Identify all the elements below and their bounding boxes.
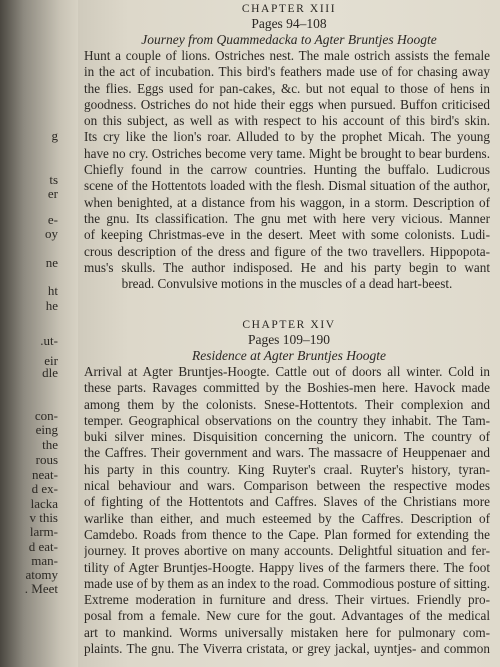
summary-line: crous description of the dress and figure of the two travellers. Hippopota- <box>84 243 490 259</box>
summary-line: the gnu. Its classification. The gnu met with here very vicious. Manner <box>84 210 490 226</box>
chapter-subtitle: Journey from Quammedacka to Agter Bruntjes Hoogte <box>141 32 437 47</box>
left-page-fragment: er <box>47 186 58 201</box>
summary-line: among them by the colonists. Snese-Hottentots. Their complexion and <box>84 396 490 412</box>
summary-line: buki silver mines. Disquisition concerning the unicorn. The country of <box>84 429 490 445</box>
left-page-fragment: e- <box>47 212 58 227</box>
left-page-fragment: d eat- <box>28 539 58 554</box>
summary-line: warlike than either, and much esteemed by the Caffres. Description of <box>84 510 490 526</box>
summary-line: on this subject, as well as with respect to his account of this bird's skin. <box>84 113 490 129</box>
left-page-fragment: eing <box>35 422 58 437</box>
summary-line: the flies. Eggs used for pan-cakes, &c. but not equal to those of hens in <box>84 80 490 96</box>
chapter-title: CHAPTER XIII <box>241 3 337 15</box>
summary-line: goodness. Ostriches do not hide their eggs when pursued. Buffon criticised <box>84 96 490 112</box>
summary-line: have no cry. Ostriches become very tame. Might be brought to bear burdens. <box>84 145 490 161</box>
summary-line: when benighted, at a distance from his waggon, in a storm. Description of <box>84 194 490 210</box>
chapter-xiv <box>78 318 500 657</box>
left-page-fragment: atomy <box>25 567 58 582</box>
summary-line: these parts. Ravages committed by the Boshies-men here. Havock made <box>84 380 490 396</box>
left-page-fragment: he <box>45 298 58 313</box>
chapter-pages: Pages 109–190 <box>247 332 331 347</box>
left-page-fragment: ne <box>45 255 58 270</box>
summary-line: Chiefly found in the carrow countries. Hunting the buffalo. Ludicrous <box>84 162 490 178</box>
summary-line: the Caffres. Their government and wars. The massacre of Heuppenaer and <box>84 445 490 461</box>
summary-line: art to mankind. Worms universally mistaken here for pulmonary com- <box>84 624 490 640</box>
left-page-fragment: eir <box>44 353 58 368</box>
left-page-fragment: con- <box>34 408 58 423</box>
left-page-fragment: g <box>51 128 58 143</box>
summary-line: in the act of incubation. This bird's feathers made use of for chasing away <box>84 64 490 80</box>
summary-line: nical behaviour and wars. Comparison between the respective modes <box>84 478 490 494</box>
summary-line: temper. Geographical observations on the country they inhabit. The Tam- <box>84 412 490 428</box>
left-page-fragment: the <box>42 437 58 452</box>
summary-line: Arrival at Agter Bruntjes-Hoogte. Cattle out of doors all winter. Cold in <box>84 364 490 379</box>
summary-line: of keeping Christmas-eve in the desert. Meet with some colonists. Ludi- <box>84 227 490 243</box>
chapter-subtitle: Residence at Agter Bruntjes Hoogte <box>192 348 386 363</box>
summary-line: Extreme moderation in furniture and dress. Their virtues. Friendly pro- <box>84 592 490 608</box>
chapter-xiii <box>78 2 500 292</box>
summary-line: posal from a female. New cure for the gout. Advantages of the medical <box>84 608 490 624</box>
left-page-fragment: .ut- <box>40 333 58 348</box>
left-page-fragment: oy <box>45 226 58 241</box>
summary-line: bread. Convulsive motions in the muscles of a dead hart-beest. <box>121 276 453 292</box>
summary-line: made use of by them as an index to the road. Commodious posture of sitting. <box>84 575 490 591</box>
summary-line: of fighting of the Hottentots and Caffres. Slaves of the Christians more <box>84 494 490 510</box>
summary-line: journey. It proves abortive on many accounts. Delightful situation and fer- <box>84 543 490 559</box>
left-page-fragment: ht <box>47 283 58 298</box>
left-page-fragment: lacka <box>30 496 58 511</box>
left-page-fragment: man- <box>31 553 58 568</box>
left-page-fragment: . Meet <box>24 581 58 596</box>
summary-line: Its cry like the lion's roar. Alluded to by the prophet Micah. The young <box>84 129 490 145</box>
summary-line: plaints. The gnu. The Viverra cristata, or grey jackal, uyntjes- and common <box>84 641 490 657</box>
left-page-fragment: d ex- <box>31 481 58 496</box>
right-page <box>78 0 500 667</box>
summary-line: Hunt a couple of lions. Ostriches nest. The male ostrich assists the female <box>84 48 490 63</box>
left-page-fragment: v this <box>29 510 58 525</box>
left-page-fragment: neat- <box>32 467 58 482</box>
left-page-fragment: ts <box>49 172 58 187</box>
chapter-summary <box>84 48 490 292</box>
summary-line: Camdebo. Roads from thence to the Cape. Plan formed for extending the <box>84 526 490 542</box>
summary-line: mus's skulls. The author indisposed. He and his party begin to want <box>84 259 490 275</box>
summary-line: scene of the Hottentots loaded with the flesh. Dismal situation of the author, <box>84 178 490 194</box>
chapter-title: CHAPTER XIV <box>242 319 336 331</box>
left-page-fragment: rous <box>35 452 58 467</box>
summary-line: tility of Agter Bruntjes-Hoogte. Happy lives of the farmers there. The foot <box>84 559 490 575</box>
left-page-fragment: dle <box>42 365 58 380</box>
summary-line: his party in this country. King Ruyter's craal. Ruyter's history, tyran- <box>84 461 490 477</box>
left-page-margin <box>0 0 60 667</box>
left-page-fragment: larm- <box>29 524 58 539</box>
chapter-summary <box>84 364 490 657</box>
chapter-pages: Pages 94–108 <box>251 16 327 31</box>
